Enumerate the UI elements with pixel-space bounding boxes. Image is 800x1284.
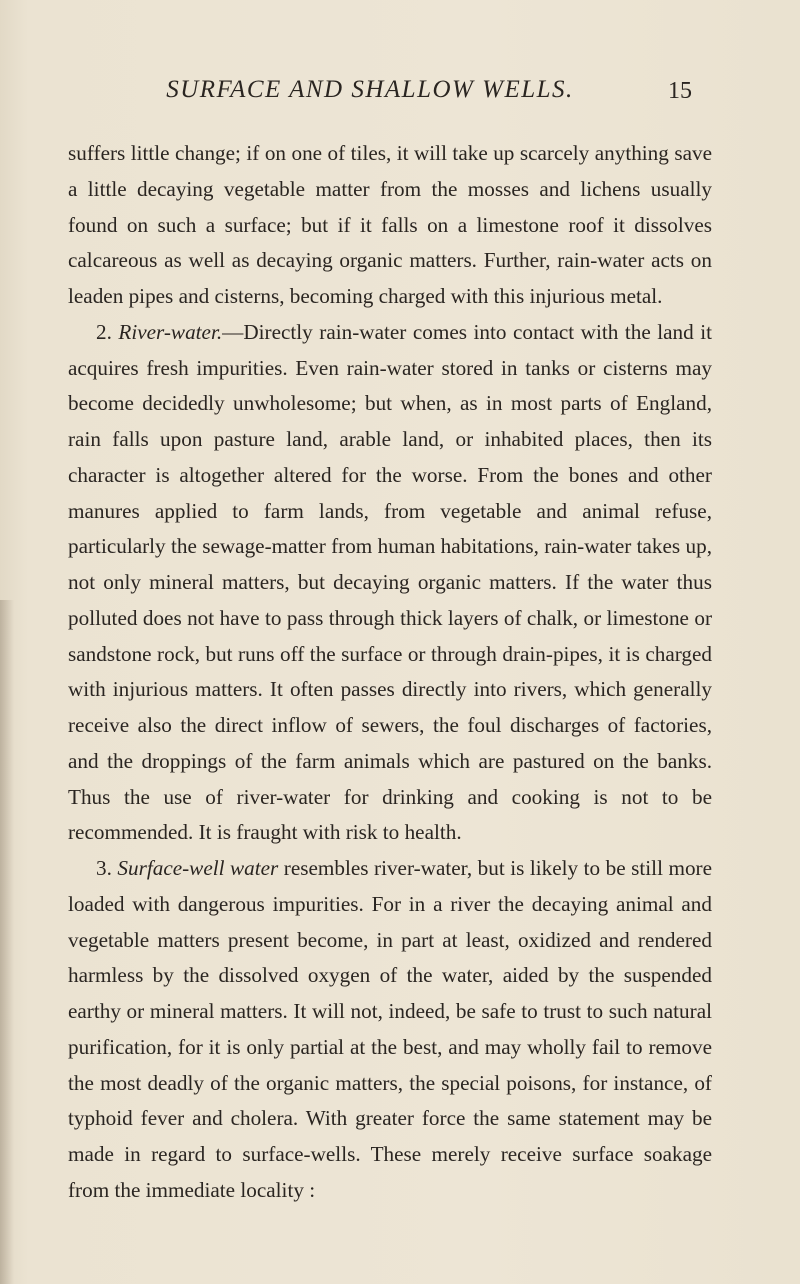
paragraph-surface-well-water bbox=[68, 851, 712, 1209]
paragraph-number: 3. bbox=[96, 856, 112, 880]
paragraph-continuation bbox=[68, 136, 712, 315]
paragraph-text: suffers little change; if on one of tiles, it will take up scarcely anything save a little decaying vegetable matter from the mosses and lichens usually found on such a surface; but if it falls on a limestone roof it dissolves calcareous as well as decaying organic matters. Further, rain-water acts on leaden pipes and cisterns, becoming charged with this injurious metal. bbox=[68, 141, 712, 308]
section-heading-surface-well-water: Surface-well water bbox=[117, 856, 279, 880]
paragraph-text: resembles river-water, but is likely to be still more loaded with dangerous impurities. For in a river the decaying animal and vegetable matters present become, in part at least, oxidized and rendered harmless by the dissolved oxygen of the water, aided by the suspended earthy or mineral matters. It will not, indeed, be safe to trust to such natural purification, for it is only partial at the best, and may wholly fail to remove the most deadly of the organic matters, the special poisons, for instance, of typhoid fever and cholera. With greater force the same statement may be made in regard to surface-wells. These merely receive surface soakage from the immediate locality : bbox=[68, 856, 713, 1202]
paragraph-number: 2. bbox=[96, 319, 112, 344]
body-text bbox=[68, 136, 712, 1209]
running-head: SURFACE AND SHALLOW WELLS. bbox=[166, 76, 574, 103]
paragraph-text: —Directly rain-water comes into contact with the land it acquires fresh impurities. Even rain-water stored in tanks or cisterns may become decidedly unwholesome; but when, as in most parts of England, rain falls upon pasture land, arable land, or inhabited places, then its character is altogether altered for the worse. From the bones and other manures applied to farm lands, from vegetable and animal refuse, particularly the sewage-matter from human habitations, rain-water takes up, not only mineral matters, but decaying organic matters. If the water thus polluted does not have to pass through thick layers of chalk, or limestone or sandstone rock, but runs off the surface or through drain-pipes, it is charged with injurious matters. It often passes directly into rivers, which generally receive also the direct inflow of sewers, the foul discharges of factories, and the droppings of the farm animals which are pastured on the banks. Thus the use of river-water for drinking and cooking is not to be recommended. It is fraught with risk to health. bbox=[68, 319, 713, 845]
section-heading-river-water: River-water. bbox=[118, 319, 223, 344]
page-number: 15 bbox=[668, 78, 692, 104]
page-edge-shadow bbox=[0, 600, 14, 1284]
paragraph-river-water bbox=[68, 315, 712, 851]
